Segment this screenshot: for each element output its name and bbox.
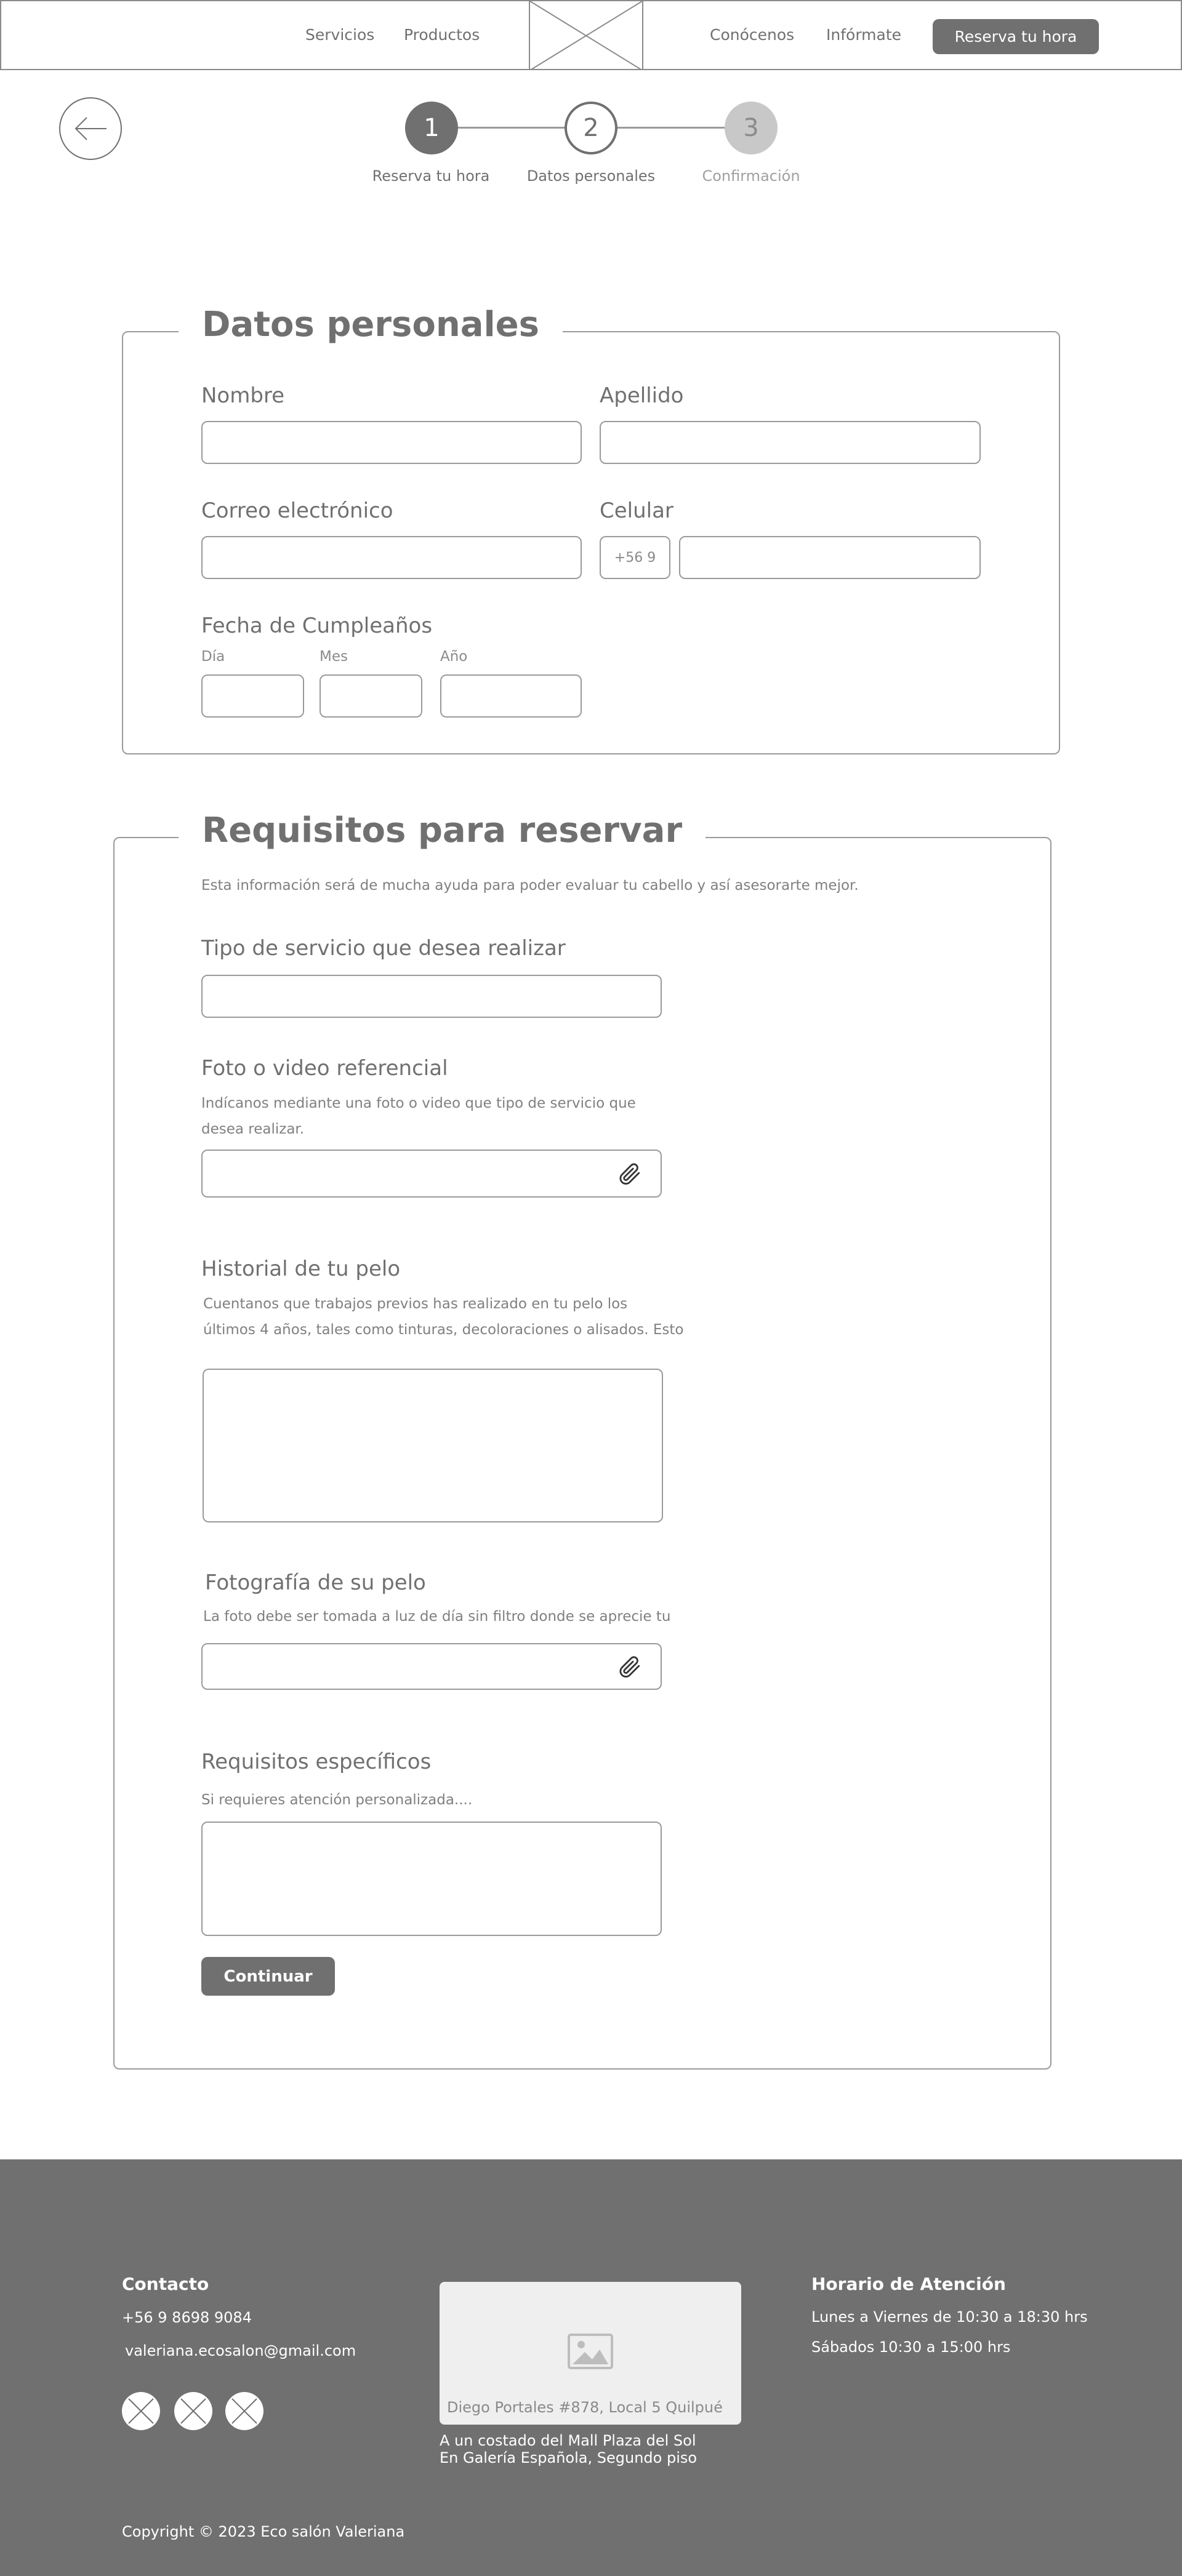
paperclip-icon bbox=[616, 1654, 642, 1679]
hair-history-label: Historial de tu pelo bbox=[201, 1257, 401, 1281]
reference-media-label: Foto o video referencial bbox=[201, 1056, 448, 1081]
step-1-indicator[interactable]: 1 bbox=[405, 102, 458, 154]
phone-input[interactable] bbox=[679, 536, 981, 579]
footer-phone[interactable]: +56 9 8698 9084 bbox=[122, 2309, 252, 2326]
nav-link-informate[interactable]: Infórmate bbox=[826, 26, 902, 44]
requirements-intro: Esta información será de mucha ayuda para poder evaluar tu cabello y así asesorarte mejor. bbox=[201, 878, 859, 894]
footer-hours-title: Horario de Atención bbox=[811, 2274, 1006, 2294]
phone-label: Celular bbox=[600, 498, 673, 523]
step-2-label: Datos personales bbox=[526, 167, 656, 185]
reference-media-description-line2: desea realizar. bbox=[201, 1121, 305, 1137]
hair-photo-description: La foto debe ser tomada a luz de día sin filtro donde se aprecie tu bbox=[203, 1609, 671, 1625]
image-placeholder-icon bbox=[568, 2334, 613, 2369]
back-button[interactable] bbox=[59, 97, 122, 160]
last-name-label: Apellido bbox=[600, 383, 684, 408]
requirements-title: Requisitos para reservar bbox=[179, 810, 706, 850]
email-input[interactable] bbox=[201, 536, 582, 579]
footer-address: Diego Portales #878, Local 5 Quilpué bbox=[447, 2399, 723, 2416]
nav-link-productos[interactable]: Productos bbox=[404, 26, 480, 44]
birthday-month-input[interactable] bbox=[320, 674, 422, 718]
first-name-label: Nombre bbox=[201, 383, 285, 408]
continue-button[interactable]: Continuar bbox=[201, 1957, 335, 1996]
social-link-2[interactable] bbox=[174, 2392, 212, 2430]
book-now-button[interactable]: Reserva tu hora bbox=[933, 19, 1099, 54]
specific-requirements-label: Requisitos específicos bbox=[201, 1750, 432, 1774]
specific-requirements-hint: Si requieres atención personalizada.... bbox=[201, 1792, 473, 1808]
footer-copyright: Copyright © 2023 Eco salón Valeriana bbox=[122, 2523, 405, 2540]
footer-hours-weekdays: Lunes a Viernes de 10:30 a 18:30 hrs bbox=[811, 2308, 1088, 2326]
logo-image-icon bbox=[530, 1, 642, 70]
location-map-card[interactable] bbox=[440, 2282, 741, 2425]
birthday-day-input[interactable] bbox=[201, 674, 304, 718]
social-link-1[interactable] bbox=[122, 2392, 160, 2430]
social-placeholder-icon bbox=[225, 2392, 263, 2430]
first-name-input[interactable] bbox=[201, 421, 582, 464]
service-type-input[interactable] bbox=[201, 975, 662, 1018]
personal-data-title: Datos personales bbox=[179, 305, 563, 345]
step-2-indicator: 2 bbox=[565, 102, 617, 154]
reference-media-upload[interactable] bbox=[201, 1150, 662, 1198]
reference-media-description-line1: Indícanos mediante una foto o video que tipo de servicio que bbox=[201, 1095, 636, 1111]
stepper-connector bbox=[617, 127, 725, 129]
birthday-year-label: Año bbox=[440, 649, 468, 665]
social-placeholder-icon bbox=[122, 2392, 160, 2430]
step-1-label: Reserva tu hora bbox=[372, 167, 490, 185]
hair-history-description-line2: últimos 4 años, tales como tinturas, decoloraciones o alisados. Esto bbox=[203, 1322, 684, 1338]
footer-address-note-2: En Galería Española, Segundo piso bbox=[440, 2449, 698, 2466]
footer-email[interactable]: valeriana.ecosalon@gmail.com bbox=[125, 2342, 356, 2359]
hair-photo-label: Fotografía de su pelo bbox=[205, 1570, 426, 1595]
footer-address-note-1: A un costado del Mall Plaza del Sol bbox=[440, 2432, 696, 2449]
stepper-connector bbox=[457, 127, 565, 129]
nav-link-conocenos[interactable]: Conócenos bbox=[710, 26, 795, 44]
footer-hours-saturday: Sábados 10:30 a 15:00 hrs bbox=[811, 2338, 1011, 2356]
birthday-day-label: Día bbox=[201, 649, 225, 665]
logo-placeholder[interactable] bbox=[529, 1, 643, 70]
hair-photo-upload[interactable] bbox=[201, 1643, 662, 1690]
service-type-label: Tipo de servicio que desea realizar bbox=[201, 936, 566, 961]
footer-contact-title: Contacto bbox=[122, 2274, 209, 2294]
last-name-input[interactable] bbox=[600, 421, 981, 464]
site-header bbox=[0, 0, 1182, 70]
hair-history-description-line1: Cuentanos que trabajos previos has realizado en tu pelo los bbox=[203, 1296, 628, 1312]
birthday-year-input[interactable] bbox=[440, 674, 582, 718]
social-placeholder-icon bbox=[174, 2392, 212, 2430]
arrow-left-icon bbox=[73, 116, 108, 141]
specific-requirements-textarea[interactable] bbox=[201, 1822, 662, 1936]
birthday-month-label: Mes bbox=[320, 649, 348, 665]
social-link-3[interactable] bbox=[225, 2392, 263, 2430]
email-label: Correo electrónico bbox=[201, 498, 393, 523]
step-3-indicator: 3 bbox=[725, 102, 778, 154]
phone-prefix: +56 9 bbox=[600, 536, 670, 579]
birthday-label: Fecha de Cumpleaños bbox=[201, 614, 433, 638]
step-3-label: Confirmación bbox=[702, 167, 800, 185]
hair-history-textarea[interactable] bbox=[203, 1369, 663, 1522]
paperclip-icon bbox=[616, 1161, 642, 1186]
nav-link-servicios[interactable]: Servicios bbox=[305, 26, 375, 44]
